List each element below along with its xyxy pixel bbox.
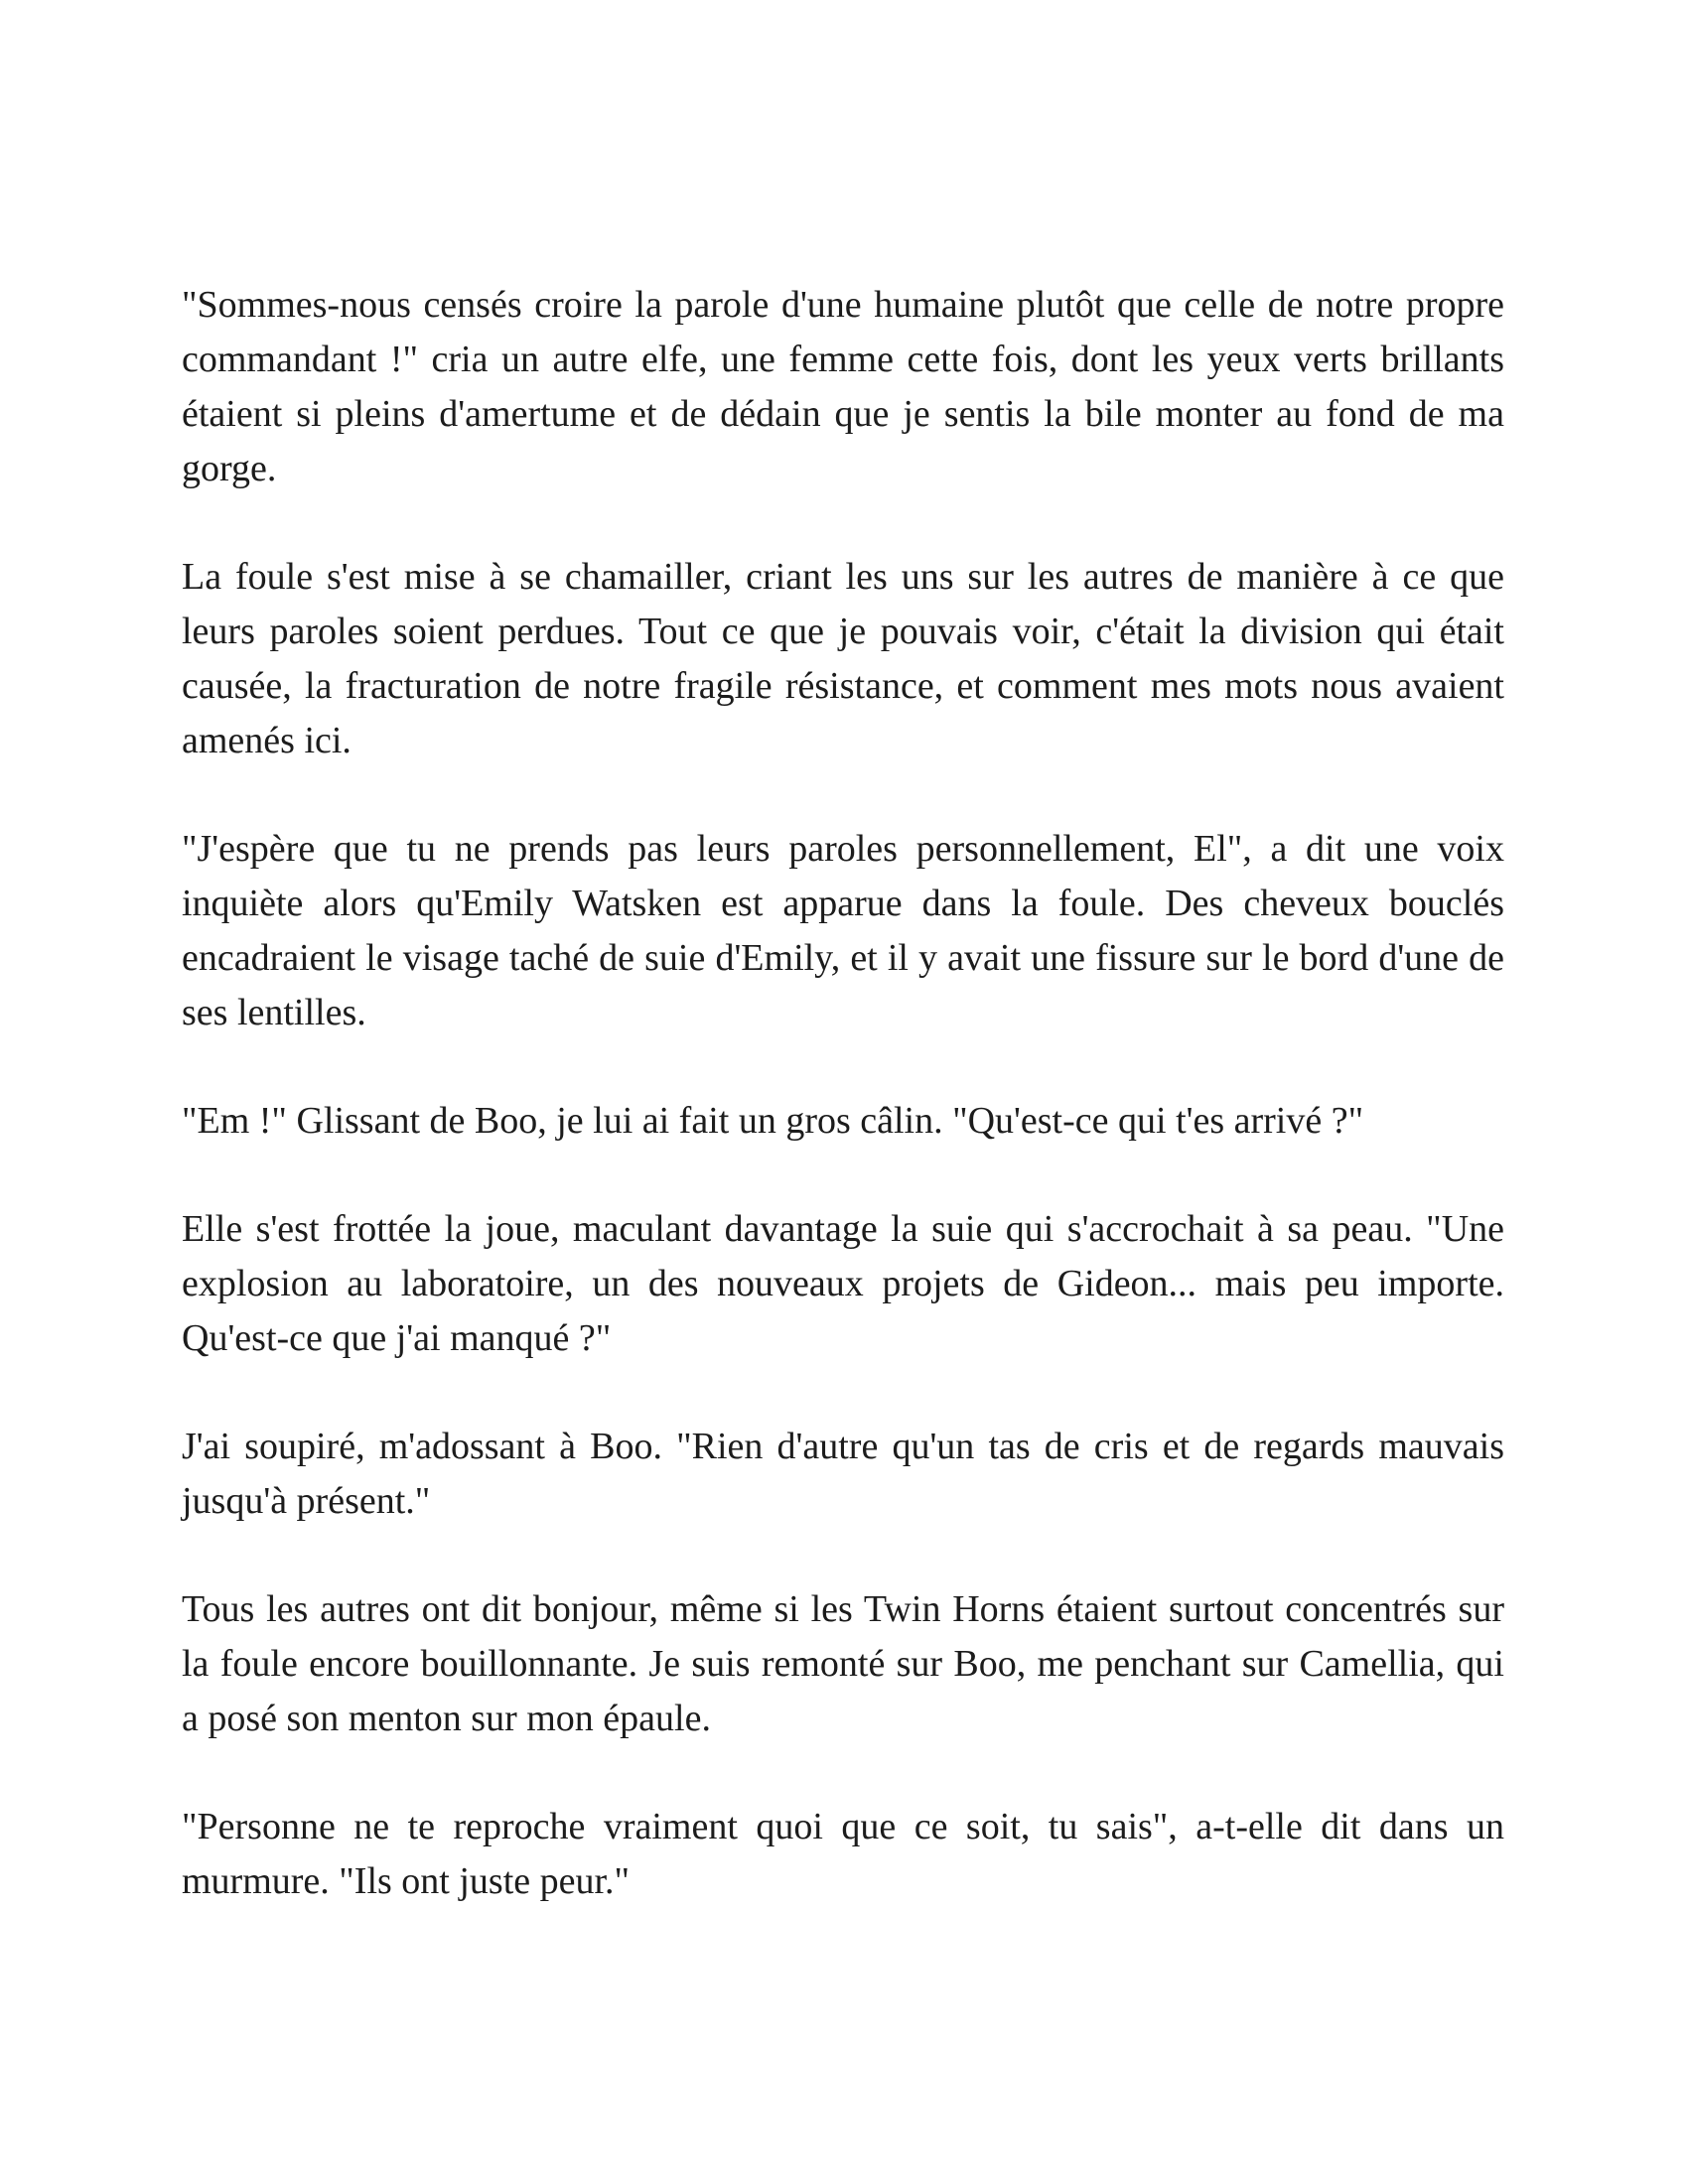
paragraph-4: "Em !" Glissant de Boo, je lui ai fait un gros câlin. "Qu'est-ce qui t'es arrivé ?" (182, 1100, 1364, 1142)
paragraph-5: Elle s'est frottée la joue, maculant davantage la suie qui s'accrochait à sa peau. "Une explosion au laboratoire, un des nouveaux projets de Gideon... mais peu importe. Qu'est-ce que j'ai manqué ?" (182, 1208, 1504, 1359)
document-page (182, 278, 1504, 1909)
paragraph-7: Tous les autres ont dit bonjour, même si les Twin Horns étaient surtout concentrés sur la foule encore bouillonnante. Je suis remonté sur Boo, me penchant sur Camellia, qui a posé son menton sur mon épaule. (182, 1588, 1504, 1739)
paragraph-6: J'ai soupiré, m'adossant à Boo. "Rien d'autre qu'un tas de cris et de regards mauvais jusqu'à présent." (182, 1426, 1504, 1522)
paragraph-1: "Sommes-nous censés croire la parole d'une humaine plutôt que celle de notre propre commandant !" cria un autre elfe, une femme cette fois, dont les yeux verts brillants étaient si pleins d'amertume et de dédain que je sentis la bile monter au fond de ma gorge. (182, 284, 1504, 489)
paragraph-2: La foule s'est mise à se chamailler, criant les uns sur les autres de manière à ce que leurs paroles soient perdues. Tout ce que je pouvais voir, c'était la division qui était causée, la fracturation de notre fragile résistance, et comment mes mots nous avaient amenés ici. (182, 556, 1504, 761)
paragraph-3: "J'espère que tu ne prends pas leurs paroles personnellement, El", a dit une voix inquiète alors qu'Emily Watsken est apparue dans la foule. Des cheveux bouclés encadraient le visage taché de suie d'Emily, et il y avait une fissure sur le bord d'une de ses lentilles. (182, 828, 1504, 1033)
paragraph-8: "Personne ne te reproche vraiment quoi que ce soit, tu sais", a-t-elle dit dans un murmure. "Ils ont juste peur." (182, 1806, 1504, 1902)
